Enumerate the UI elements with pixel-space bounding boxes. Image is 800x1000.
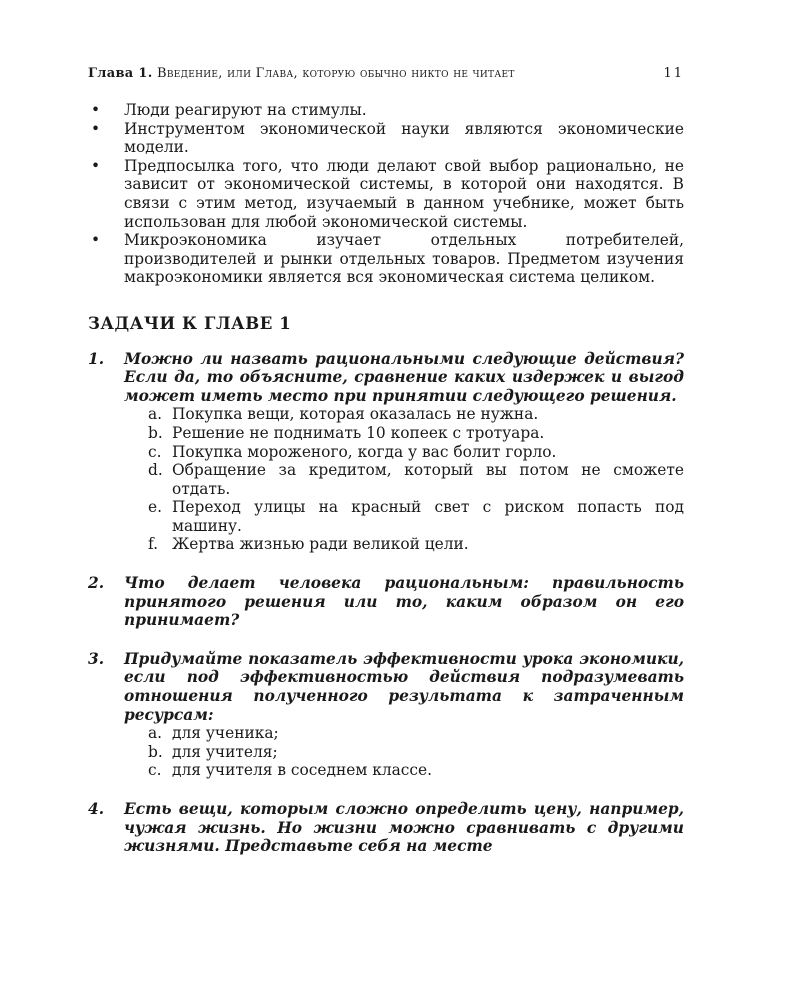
option-text: Переход улицы на красный свет с риском попасть под машину. [172, 498, 684, 535]
task-option [124, 461, 684, 498]
option-letter: a. [148, 405, 163, 424]
task-option [124, 498, 684, 535]
header-chapter: Глава 1. [88, 66, 153, 81]
summary-item: • Предпосылка того, что люди делают свой выбор рационально, не зависит от экономической системы, в которой они находятся. В связи с этим метод, изучаемый в данном учебнике, может быть использован для любой экономической системы. [88, 157, 684, 231]
task-option [124, 535, 684, 554]
option-letter: c. [148, 761, 162, 780]
section-heading: ЗАДАЧИ К ГЛАВЕ 1 [88, 313, 292, 333]
option-text: Решение не поднимать 10 копеек с тротуара. [172, 423, 545, 442]
task-2 [88, 574, 684, 630]
task-option [124, 443, 684, 462]
header-title: Введение, или Глава, которую обычно никто не читает [156, 66, 515, 81]
option-text: Покупка вещи, которая оказалась не нужна. [172, 405, 539, 424]
summary-item: • Люди реагируют на стимулы. [88, 101, 684, 120]
option-letter: b. [148, 423, 163, 442]
task-option [124, 405, 684, 424]
running-header [88, 66, 684, 81]
page-content [88, 101, 684, 876]
task-number: 4. [88, 800, 105, 818]
option-letter: b. [148, 742, 163, 761]
page-number: 11 [663, 66, 684, 81]
option-letter: a. [148, 724, 163, 743]
summary-item: • Микроэкономика изучает отдельных потребителей, производителей и рынки отдельных товаров. Предметом изучения макроэкономики является вся экономическая система целиком. [88, 231, 684, 287]
task-option [124, 424, 684, 443]
option-text: для учителя; [172, 742, 278, 761]
task-number: 2. [88, 574, 105, 593]
task-option [124, 761, 684, 780]
task-4 [88, 800, 684, 856]
task-options [124, 405, 684, 554]
task-option [124, 743, 684, 762]
task-question: Придумайте показатель эффективности урока экономики, если под эффективностью действия подразумевать отношения полученного результата к затраченным ресурсам: [124, 649, 684, 724]
task-3 [88, 650, 684, 780]
option-letter: d. [148, 461, 163, 480]
option-text: для ученика; [172, 724, 279, 743]
task-option [124, 724, 684, 743]
option-text: Жертва жизнью ради великой цели. [172, 535, 469, 554]
task-question: Можно ли назвать рациональными следующие действия? Если да, то объясните, сравнение каких издержек и выгод может иметь место при принятии следующего решения. [124, 349, 684, 405]
task-number: 3. [88, 649, 105, 668]
option-letter: e. [148, 498, 163, 517]
option-text: Покупка мороженого, когда у вас болит горло. [172, 442, 557, 461]
task-options [124, 724, 684, 780]
task-number: 1. [88, 349, 105, 368]
task-question: Что делает человека рациональным: правильность принятого решения или то, каким образом он его принимает? [124, 574, 684, 630]
summary-item: • Инструментом экономической науки являются экономические модели. [88, 120, 684, 157]
option-text: для учителя в соседнем классе. [172, 761, 433, 780]
summary-list [88, 101, 684, 287]
option-letter: f. [148, 535, 159, 554]
task-question: Есть вещи, которым сложно определить цену, например, чужая жизнь. Но жизни можно сравнивать с другими жизнями. Представьте себя на месте [124, 800, 684, 856]
task-1 [88, 350, 684, 555]
option-text: Обращение за кредитом, который вы потом не сможете отдать. [172, 461, 684, 498]
option-letter: c. [148, 442, 162, 461]
